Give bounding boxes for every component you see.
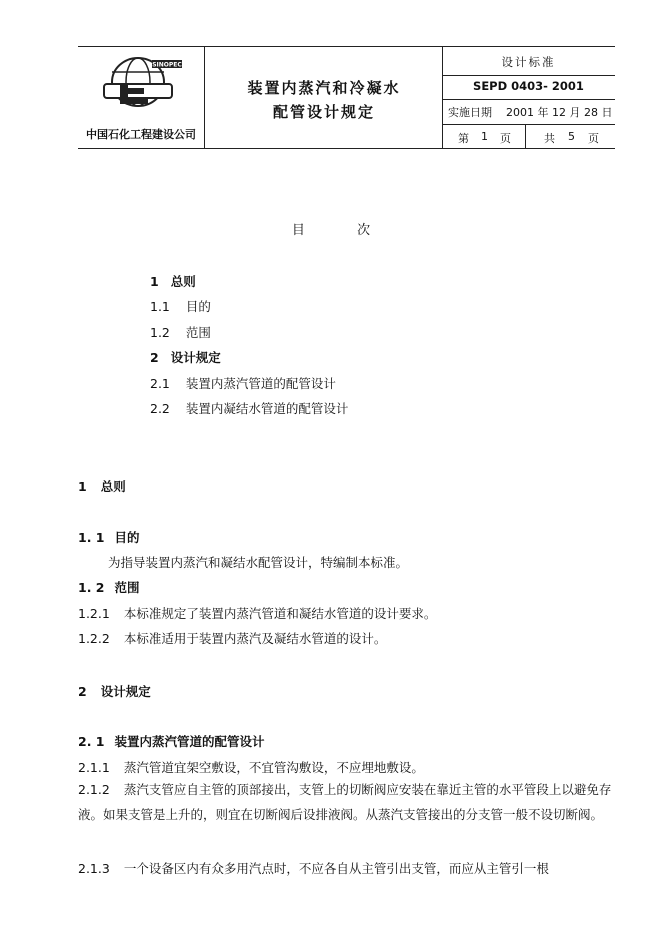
toc-title [0,219,662,238]
section-title: 装置内蒸汽管道的配管设计 [114,734,265,749]
company-name: 中国石化工程建设公司 [86,128,196,141]
standard-code: SEPD 0403- 2001 [473,79,584,93]
toc-title-right: 次 [357,223,371,238]
section-title: 范围 [114,580,140,595]
toc-item-label: 范围 [185,325,211,340]
svg-text:SINOPEC: SINOPEC [152,61,182,69]
toc-item-number: 1.1 [150,299,170,314]
toc-item-number: 1.2 [150,325,170,340]
total-unit: 页 [588,132,599,145]
section-number: 1. 1 [78,530,105,545]
header-rule [442,124,615,125]
section-heading [78,528,140,546]
clause-text: 本标准规定了装置内蒸汽管道和凝结水管道的设计要求。 [123,606,437,621]
section-title: 设计规定 [100,684,151,699]
section-heading [78,477,126,495]
clause [78,777,618,827]
toc-item[interactable] [150,348,221,366]
toc-item-number: 2 [150,350,159,365]
toc-item[interactable] [150,374,336,392]
clause-number: 1.2.2 [78,631,110,646]
toc-item-number: 1 [150,274,159,289]
clause-number: 2.1.2 [78,782,110,797]
toc-item-label: 总则 [170,274,196,289]
section-heading [78,732,265,750]
clause [78,758,424,776]
total-label: 共 [544,132,555,145]
page-label: 第 [458,132,469,145]
toc-item-label: 设计规定 [170,350,221,365]
title-line-2: 配管设计规定 [272,103,375,121]
section-title: 总则 [100,479,126,494]
section-number: 2 [78,684,87,699]
document-title [206,76,442,124]
total-number: 5 [568,130,575,143]
clause [78,859,549,877]
section-number: 2. 1 [78,734,105,749]
clause-text: 本标准适用于装置内蒸汽及凝结水管道的设计。 [123,631,387,646]
toc-item-label: 装置内蒸汽管道的配管设计 [185,376,336,391]
section-heading [78,578,140,596]
toc-item[interactable] [150,399,348,417]
header-rule [442,99,615,100]
document-header [78,46,615,150]
clause-number: 2.1.3 [78,861,110,876]
toc-item-label: 目的 [185,299,211,314]
clause-text: 蒸汽支管应自主管的顶部接出，支管上的切断阀应安装在靠近主管的水平管段上以避免存液。如果支管是上升的，则宜在切断阀后设排液阀。从蒸汽支管接出的分支管一般不设切断阀。 [78,782,612,822]
clause-number: 2.1.1 [78,760,110,775]
toc-item-number: 2.1 [150,376,170,391]
title-line-1: 装置内蒸汽和冷凝水 [247,79,401,97]
effective-date: 2001 年 12 月 28 日 [506,106,613,119]
page-unit: 页 [500,132,511,145]
clause [78,604,436,622]
toc-item[interactable] [150,297,211,315]
clause [78,629,386,647]
page-number: 1 [481,130,488,143]
paragraph: 为指导装置内蒸汽和凝结水配管设计，特编制本标准。 [108,555,409,570]
clause-text: 一个设备区内有众多用汽点时，不应各自从主管引出支管，而应从主管引一根 [123,861,549,876]
toc-item[interactable] [150,323,211,341]
toc-item[interactable] [150,272,196,290]
header-divider [525,124,526,148]
header-divider [204,46,205,148]
header-rule [442,75,615,76]
toc-item-number: 2.2 [150,401,170,416]
toc-item-label: 装置内凝结水管道的配管设计 [185,401,349,416]
clause-number: 1.2.1 [78,606,110,621]
toc-title-left: 目 [291,223,305,238]
section-heading [78,682,151,700]
header-bottom-rule [78,148,615,149]
standard-type: 设计标准 [501,55,556,69]
clause-text: 蒸汽管道宜架空敷设，不宜管沟敷设，不应埋地敷设。 [123,760,424,775]
section-number: 1 [78,479,87,494]
effective-date-label: 实施日期 [448,106,492,119]
section-number: 1. 2 [78,580,105,595]
company-logo-icon [98,54,184,116]
section-title: 目的 [114,530,140,545]
header-top-rule [78,46,615,47]
